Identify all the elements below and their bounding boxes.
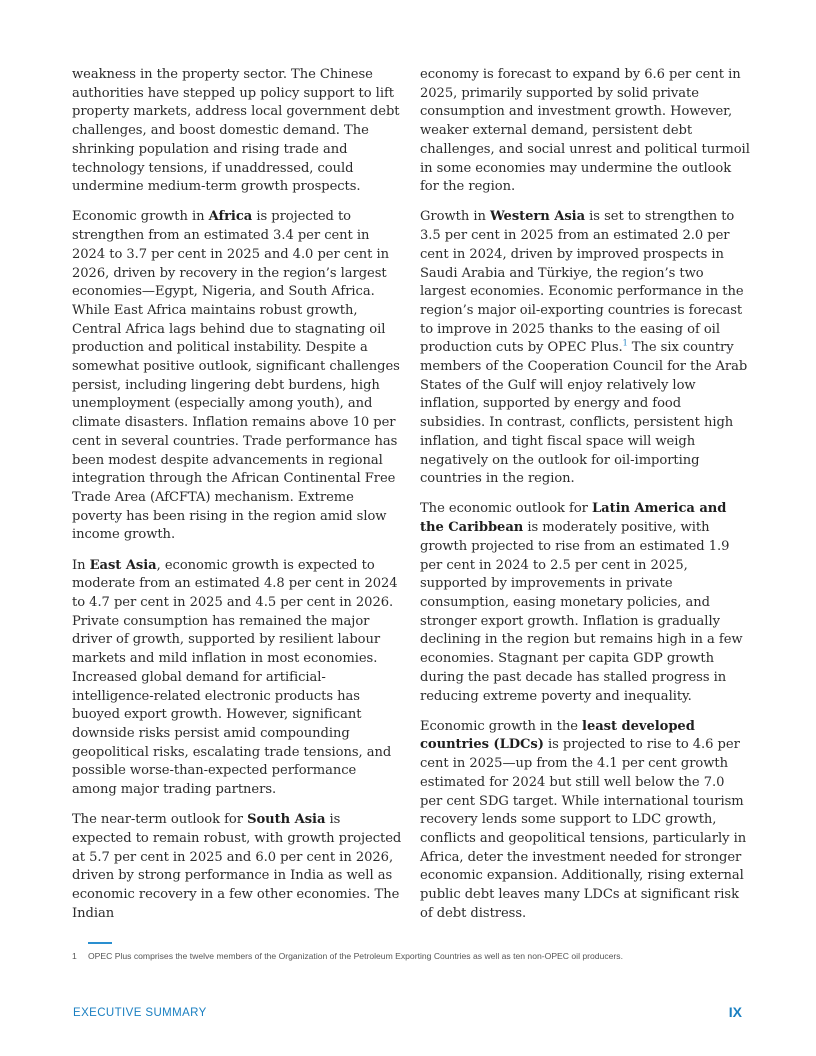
region-name: Latin America and the Caribbean bbox=[420, 501, 727, 536]
paragraph-text: is set to strengthen to 3.5 per cent in 2025 from an estimated 2.0 per cent in 2024, driven by improved prospects in Saudi Arabia and Türkiye, the region’s two largest economies. Economic performance in the region’s major oil-exporting countries is forecast to improve in 2025 thanks to the easing of oil production cuts by OPEC Plus. bbox=[420, 209, 744, 356]
paragraph-text: The economic outlook for bbox=[420, 501, 592, 517]
footnote-number: 1 bbox=[72, 951, 77, 961]
region-name: South Asia bbox=[247, 812, 326, 828]
left-column bbox=[72, 66, 402, 935]
paragraph-text: Growth in bbox=[420, 209, 490, 225]
paragraph-text: is expected to remain robust, with growth projected at 5.7 per cent in 2025 and 6.0 per cent in 2026, driven by strong performance in India as well as economic recovery in a few other economies. The Indian bbox=[72, 812, 402, 921]
footer-section-title: EXECUTIVE SUMMARY bbox=[73, 1007, 207, 1019]
page-number: IX bbox=[728, 1004, 742, 1020]
paragraph-text: is moderately positive, with growth projected to rise from an estimated 1.9 per cent in 2024 to 2.5 per cent in 2025, supported by improvements in private consumption, easing monetary policies, and stronger export growth. Inflation is gradually declining in the region but remains high in a few economies. Stagnant per capita GDP growth during the past decade has stalled progress in reducing extreme poverty and inequality. bbox=[420, 520, 743, 704]
paragraph-text: is projected to strengthen from an estimated 3.4 per cent in 2024 to 3.7 per cent in 2025 and 4.0 per cent in 2026, driven by recovery in the region’s largest economies—Egypt, Nigeria, and South Africa. While East Africa maintains robust growth, Central Africa lags behind due to stagnating oil production and political instability. Despite a somewhat positive outlook, significant challenges persist, including lingering debt burdens, high unemployment (especially among youth), and climate disasters. Inflation remains above 10 per cent in several countries. Trade performance has been modest despite advancements in regional integration through the African Continental Free Trade Area (AfCFTA) mechanism. Extreme poverty has been rising in the region amid slow income growth. bbox=[72, 209, 400, 543]
paragraph-text: , economic growth is expected to moderate from an estimated 4.8 per cent in 2024 to 4.7 per cent in 2025 and 4.5 per cent in 2026. Private consumption has remained the major driver of growth, supported by resilient labour markets and mild inflation in most economies. Increased global demand for artificial-intelligence-related electronic products has buoyed export growth. However, significant downside risks persist amid compounding geopolitical risks, escalating trade tensions, and possible worse-than-expected performance among major trading partners. bbox=[72, 557, 398, 798]
paragraph-text: In bbox=[72, 557, 90, 573]
region-name: Western Asia bbox=[489, 209, 586, 225]
paragraph-text: is projected to rise to 4.6 per cent in 2025—up from the 4.1 per cent growth estimated for 2024 but still well below the 7.0 per cent SDG target. While international tourism recovery lends some support to LDC growth, conflicts and geopolitical tensions, particularly in Africa, deter the investment needed for stronger economic expansion. Additionally, rising external public debt leaves many LDCs at significant risk of debt distress. bbox=[420, 737, 747, 921]
paragraph-western-asia bbox=[420, 208, 750, 489]
paragraph-text: The six country members of the Cooperation Council for the Arab States of the Gulf will enjoy relatively low inflation, supported by energy and food subsidies. In contrast, conflicts, persistent high inflation, and tight fiscal space will weigh negatively on the outlook for oil-importing countries in the region. bbox=[420, 340, 748, 487]
paragraph-text: weakness in the property sector. The Chinese authorities have stepped up policy support to lift property markets, address local government debt challenges, and boost domestic demand. The shrinking population and rising trade and technology tensions, if unaddressed, could undermine medium-term growth prospects. bbox=[72, 67, 400, 195]
paragraph-south-asia bbox=[72, 811, 402, 923]
paragraph-africa bbox=[72, 208, 402, 545]
paragraph-text: Economic growth in bbox=[72, 209, 209, 225]
footnote-text: OPEC Plus comprises the twelve members of the Organization of the Petroleum Exporting Countries as well as ten non-OPEC oil producers. bbox=[88, 951, 623, 961]
region-name: East Asia bbox=[89, 557, 157, 573]
region-name: least developed countries (LDCs) bbox=[420, 718, 695, 753]
paragraph-ldcs bbox=[420, 718, 750, 924]
region-name: Africa bbox=[208, 209, 253, 225]
paragraph-east-asia bbox=[72, 557, 402, 800]
footnote bbox=[72, 951, 772, 961]
footnote-reference-link[interactable]: 1 bbox=[622, 338, 628, 348]
paragraph-text: Economic growth in the bbox=[420, 718, 583, 734]
right-column bbox=[420, 66, 750, 935]
paragraph-text: The near-term outlook for bbox=[72, 812, 248, 828]
paragraph-latin-america bbox=[420, 500, 750, 706]
footnote-divider bbox=[88, 942, 112, 944]
paragraph-text: economy is forecast to expand by 6.6 per cent in 2025, primarily supported by solid private consumption and investment growth. However, weaker external demand, persistent debt challenges, and social unrest and political turmoil in some economies may undermine the outlook for the region. bbox=[420, 67, 750, 195]
paragraph-china-continued bbox=[72, 66, 402, 197]
paragraph-india-continued bbox=[420, 66, 750, 197]
